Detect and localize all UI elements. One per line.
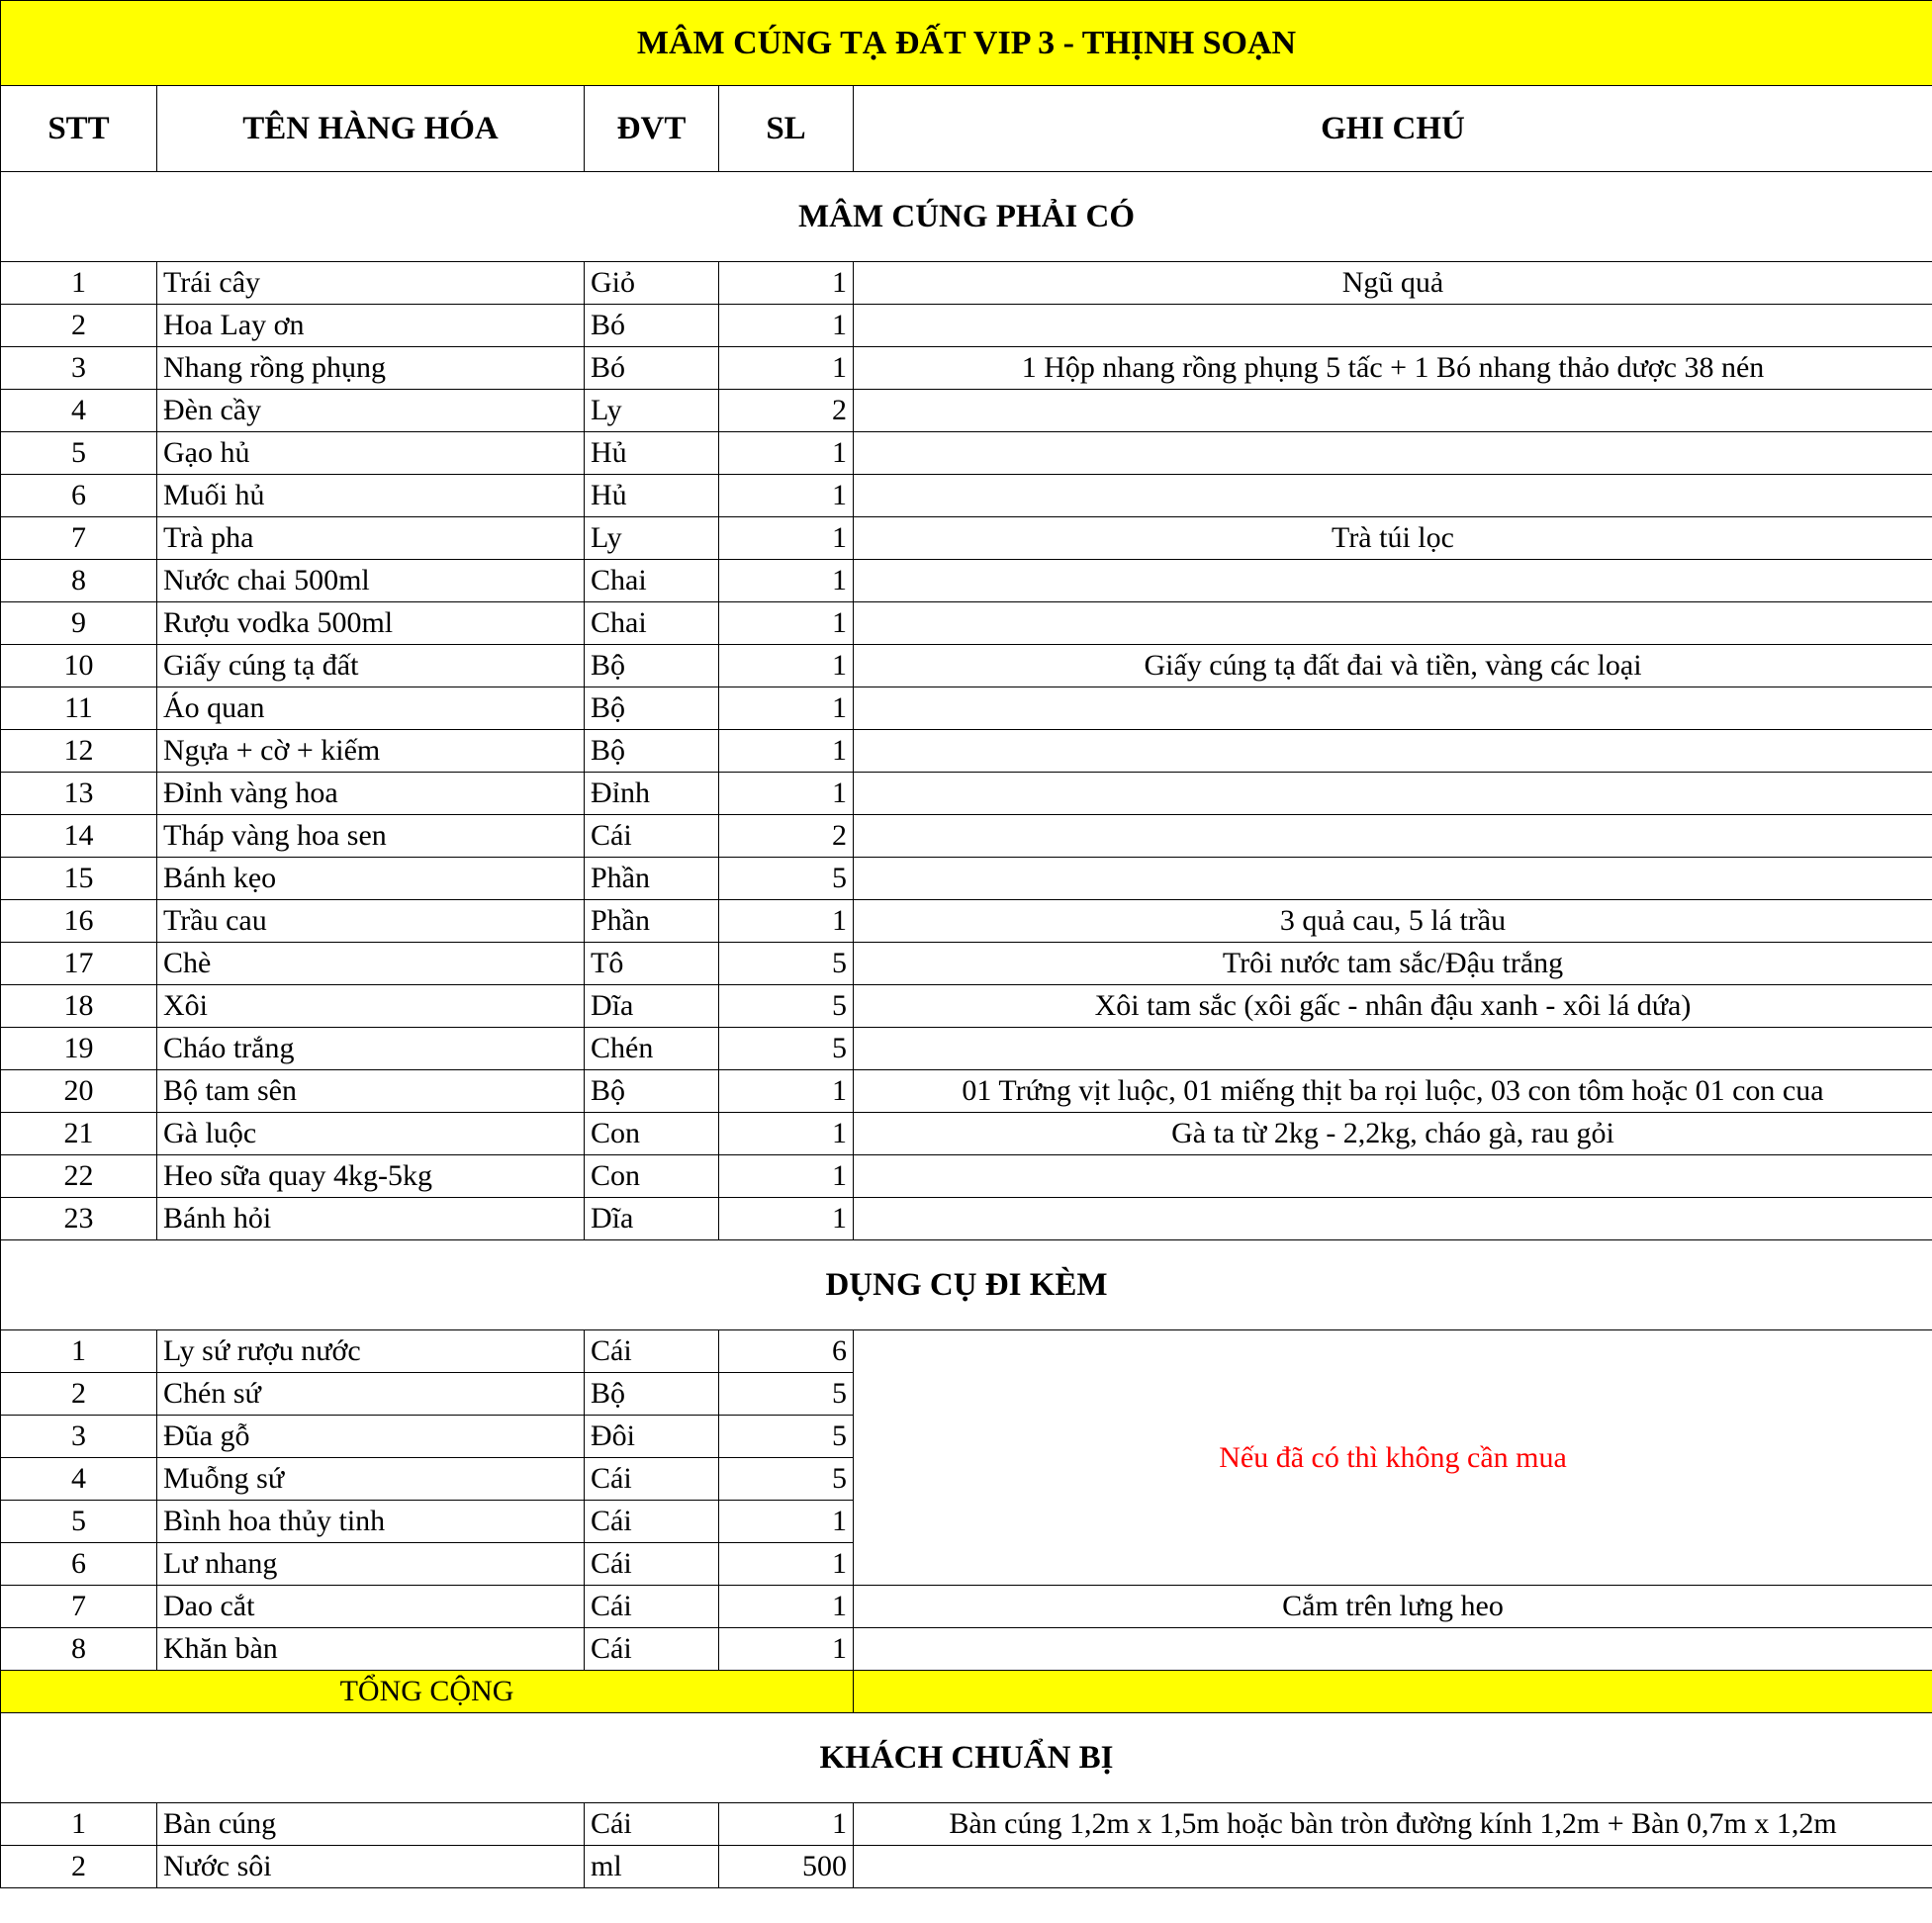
table-row	[1, 1028, 1932, 1070]
row-unit: Cái	[585, 1543, 719, 1586]
table-row	[1, 943, 1932, 985]
row-note	[854, 1628, 1932, 1671]
row-name: Khăn bàn	[157, 1628, 585, 1671]
table-row	[1, 773, 1932, 815]
row-note: 3 quả cau, 5 lá trầu	[854, 900, 1932, 943]
row-unit: Chén	[585, 1028, 719, 1070]
table-row	[1, 305, 1932, 347]
row-name: Trà pha	[157, 517, 585, 560]
row-stt: 6	[1, 1543, 157, 1586]
row-unit: Chai	[585, 560, 719, 602]
row-stt: 9	[1, 602, 157, 645]
row-stt: 15	[1, 858, 157, 900]
row-unit: Bộ	[585, 1373, 719, 1416]
row-qty: 1	[719, 900, 854, 943]
row-note	[854, 1155, 1932, 1198]
row-note: Trà túi lọc	[854, 517, 1932, 560]
row-note: Trôi nước tam sắc/Đậu trắng	[854, 943, 1932, 985]
row-qty: 1	[719, 1543, 854, 1586]
row-unit: Bộ	[585, 645, 719, 687]
row-stt: 2	[1, 305, 157, 347]
row-note: Gà ta từ 2kg - 2,2kg, cháo gà, rau gỏi	[854, 1113, 1932, 1155]
row-qty: 1	[719, 602, 854, 645]
row-name: Bộ tam sên	[157, 1070, 585, 1113]
table-row	[1, 1846, 1932, 1888]
row-stt: 21	[1, 1113, 157, 1155]
row-note	[854, 305, 1932, 347]
row-qty: 5	[719, 1373, 854, 1416]
row-stt: 14	[1, 815, 157, 858]
row-name: Giấy cúng tạ đất	[157, 645, 585, 687]
row-name: Nước sôi	[157, 1846, 585, 1888]
row-note	[854, 1846, 1932, 1888]
row-qty: 1	[719, 305, 854, 347]
table-row	[1, 262, 1932, 305]
table-row	[1, 602, 1932, 645]
row-name: Muối hủ	[157, 475, 585, 517]
row-name: Đỉnh vàng hoa	[157, 773, 585, 815]
row-name: Heo sữa quay 4kg-5kg	[157, 1155, 585, 1198]
table-row	[1, 900, 1932, 943]
row-qty: 1	[719, 1501, 854, 1543]
row-unit: Đỉnh	[585, 773, 719, 815]
table-row	[1, 560, 1932, 602]
row-name: Chén sứ	[157, 1373, 585, 1416]
table-title: MÂM CÚNG TẠ ĐẤT VIP 3 - THỊNH SOẠN	[1, 1, 1932, 86]
table-row	[1, 1155, 1932, 1198]
row-unit: ml	[585, 1846, 719, 1888]
row-name: Trầu cau	[157, 900, 585, 943]
row-qty: 1	[719, 730, 854, 773]
row-unit: Đôi	[585, 1416, 719, 1458]
row-name: Bàn cúng	[157, 1803, 585, 1846]
row-stt: 4	[1, 390, 157, 432]
row-unit: Cái	[585, 1628, 719, 1671]
row-qty: 1	[719, 517, 854, 560]
row-qty: 5	[719, 858, 854, 900]
table-row	[1, 475, 1932, 517]
row-unit: Con	[585, 1155, 719, 1198]
row-note	[854, 432, 1932, 475]
row-name: Cháo trắng	[157, 1028, 585, 1070]
table-row	[1, 687, 1932, 730]
total-label: TỔNG CỘNG	[1, 1671, 854, 1713]
row-unit: Bộ	[585, 1070, 719, 1113]
row-qty: 2	[719, 390, 854, 432]
row-stt: 4	[1, 1458, 157, 1501]
table-row	[1, 645, 1932, 687]
row-name: Rượu vodka 500ml	[157, 602, 585, 645]
table-row	[1, 730, 1932, 773]
table-row	[1, 432, 1932, 475]
row-qty: 5	[719, 985, 854, 1028]
row-stt: 23	[1, 1198, 157, 1240]
row-name: Chè	[157, 943, 585, 985]
row-qty: 1	[719, 1803, 854, 1846]
row-qty: 2	[719, 815, 854, 858]
row-name: Bánh hỏi	[157, 1198, 585, 1240]
row-qty: 5	[719, 943, 854, 985]
header-qty: SL	[719, 86, 854, 172]
row-name: Hoa Lay ơn	[157, 305, 585, 347]
row-name: Ly sứ rượu nước	[157, 1330, 585, 1373]
row-qty: 1	[719, 1070, 854, 1113]
table-row	[1, 1628, 1932, 1671]
total-row	[1, 1671, 1932, 1713]
row-qty: 6	[719, 1330, 854, 1373]
row-name: Tháp vàng hoa sen	[157, 815, 585, 858]
row-stt: 5	[1, 1501, 157, 1543]
row-unit: Bộ	[585, 730, 719, 773]
title-row	[1, 1, 1932, 86]
table-row	[1, 815, 1932, 858]
row-note: Giấy cúng tạ đất đai và tiền, vàng các loại	[854, 645, 1932, 687]
row-unit: Phần	[585, 858, 719, 900]
header-stt: STT	[1, 86, 157, 172]
row-name: Nước chai 500ml	[157, 560, 585, 602]
section-main-row	[1, 172, 1932, 262]
merged-note: Nếu đã có thì không cần mua	[854, 1330, 1932, 1586]
row-note: Ngũ quả	[854, 262, 1932, 305]
row-unit: Bó	[585, 347, 719, 390]
row-unit: Chai	[585, 602, 719, 645]
row-unit: Tô	[585, 943, 719, 985]
total-value	[854, 1671, 1932, 1713]
row-qty: 1	[719, 475, 854, 517]
row-stt: 13	[1, 773, 157, 815]
row-unit: Cái	[585, 1330, 719, 1373]
row-unit: Ly	[585, 517, 719, 560]
row-qty: 1	[719, 347, 854, 390]
section-tools-row	[1, 1240, 1932, 1330]
row-note: 1 Hộp nhang rồng phụng 5 tấc + 1 Bó nhang thảo dược 38 nén	[854, 347, 1932, 390]
row-unit: Cái	[585, 815, 719, 858]
row-stt: 18	[1, 985, 157, 1028]
table-row	[1, 517, 1932, 560]
row-name: Lư nhang	[157, 1543, 585, 1586]
row-stt: 3	[1, 1416, 157, 1458]
table-row	[1, 390, 1932, 432]
row-qty: 1	[719, 687, 854, 730]
row-qty: 1	[719, 560, 854, 602]
row-note	[854, 390, 1932, 432]
section-title-main: MÂM CÚNG PHẢI CÓ	[1, 172, 1932, 262]
header-unit: ĐVT	[585, 86, 719, 172]
row-name: Nhang rồng phụng	[157, 347, 585, 390]
row-unit: Phần	[585, 900, 719, 943]
row-qty: 5	[719, 1028, 854, 1070]
row-qty: 1	[719, 1155, 854, 1198]
row-unit: Con	[585, 1113, 719, 1155]
row-stt: 20	[1, 1070, 157, 1113]
row-unit: Giỏ	[585, 262, 719, 305]
row-note	[854, 858, 1932, 900]
row-stt: 8	[1, 1628, 157, 1671]
table-row	[1, 1070, 1932, 1113]
row-unit: Cái	[585, 1586, 719, 1628]
section-title-tools: DỤNG CỤ ĐI KÈM	[1, 1240, 1932, 1330]
row-qty: 1	[719, 432, 854, 475]
table-row	[1, 1113, 1932, 1155]
row-stt: 7	[1, 1586, 157, 1628]
row-note: Cắm trên lưng heo	[854, 1586, 1932, 1628]
row-unit: Cái	[585, 1458, 719, 1501]
row-unit: Bộ	[585, 687, 719, 730]
row-stt: 1	[1, 1803, 157, 1846]
row-note	[854, 475, 1932, 517]
row-name: Dao cắt	[157, 1586, 585, 1628]
row-qty: 1	[719, 262, 854, 305]
row-unit: Cái	[585, 1803, 719, 1846]
table-row	[1, 985, 1932, 1028]
row-name: Trái cây	[157, 262, 585, 305]
header-note: GHI CHÚ	[854, 86, 1932, 172]
row-name: Đèn cầy	[157, 390, 585, 432]
row-note	[854, 602, 1932, 645]
row-stt: 2	[1, 1373, 157, 1416]
row-name: Áo quan	[157, 687, 585, 730]
row-stt: 22	[1, 1155, 157, 1198]
row-name: Bánh kẹo	[157, 858, 585, 900]
row-note	[854, 815, 1932, 858]
section-title-guest: KHÁCH CHUẨN BỊ	[1, 1713, 1932, 1803]
row-qty: 5	[719, 1416, 854, 1458]
row-stt: 3	[1, 347, 157, 390]
table-row	[1, 858, 1932, 900]
header-name: TÊN HÀNG HÓA	[157, 86, 585, 172]
row-name: Xôi	[157, 985, 585, 1028]
row-name: Đũa gỗ	[157, 1416, 585, 1458]
row-qty: 500	[719, 1846, 854, 1888]
row-unit: Hủ	[585, 475, 719, 517]
row-unit: Cái	[585, 1501, 719, 1543]
row-note	[854, 1028, 1932, 1070]
row-stt: 5	[1, 432, 157, 475]
table-row	[1, 1198, 1932, 1240]
row-name: Gà luộc	[157, 1113, 585, 1155]
row-stt: 17	[1, 943, 157, 985]
row-unit: Ly	[585, 390, 719, 432]
row-name: Gạo hủ	[157, 432, 585, 475]
table-row	[1, 347, 1932, 390]
row-stt: 11	[1, 687, 157, 730]
row-note	[854, 687, 1932, 730]
row-stt: 6	[1, 475, 157, 517]
table-row	[1, 1330, 1932, 1373]
row-stt: 7	[1, 517, 157, 560]
row-qty: 1	[719, 645, 854, 687]
row-qty: 1	[719, 1198, 854, 1240]
row-stt: 1	[1, 1330, 157, 1373]
row-note	[854, 773, 1932, 815]
row-name: Muỗng sứ	[157, 1458, 585, 1501]
section-guest-row	[1, 1713, 1932, 1803]
row-stt: 10	[1, 645, 157, 687]
row-stt: 12	[1, 730, 157, 773]
table-row	[1, 1586, 1932, 1628]
row-stt: 1	[1, 262, 157, 305]
table-row	[1, 1803, 1932, 1846]
row-unit: Bó	[585, 305, 719, 347]
header-row	[1, 86, 1932, 172]
row-stt: 16	[1, 900, 157, 943]
row-qty: 5	[719, 1458, 854, 1501]
row-name: Ngựa + cờ + kiếm	[157, 730, 585, 773]
row-unit: Hủ	[585, 432, 719, 475]
row-stt: 19	[1, 1028, 157, 1070]
row-stt: 2	[1, 1846, 157, 1888]
row-unit: Dĩa	[585, 985, 719, 1028]
row-note	[854, 730, 1932, 773]
row-qty: 1	[719, 1586, 854, 1628]
row-note: 01 Trứng vịt luộc, 01 miếng thịt ba rọi luộc, 03 con tôm hoặc 01 con cua	[854, 1070, 1932, 1113]
row-name: Bình hoa thủy tinh	[157, 1501, 585, 1543]
row-qty: 1	[719, 1628, 854, 1671]
row-note	[854, 1198, 1932, 1240]
row-note: Xôi tam sắc (xôi gấc - nhân đậu xanh - xôi lá dứa)	[854, 985, 1932, 1028]
row-note	[854, 560, 1932, 602]
row-stt: 8	[1, 560, 157, 602]
row-note: Bàn cúng 1,2m x 1,5m hoặc bàn tròn đường kính 1,2m + Bàn 0,7m x 1,2m	[854, 1803, 1932, 1846]
row-unit: Dĩa	[585, 1198, 719, 1240]
row-qty: 1	[719, 773, 854, 815]
row-qty: 1	[719, 1113, 854, 1155]
